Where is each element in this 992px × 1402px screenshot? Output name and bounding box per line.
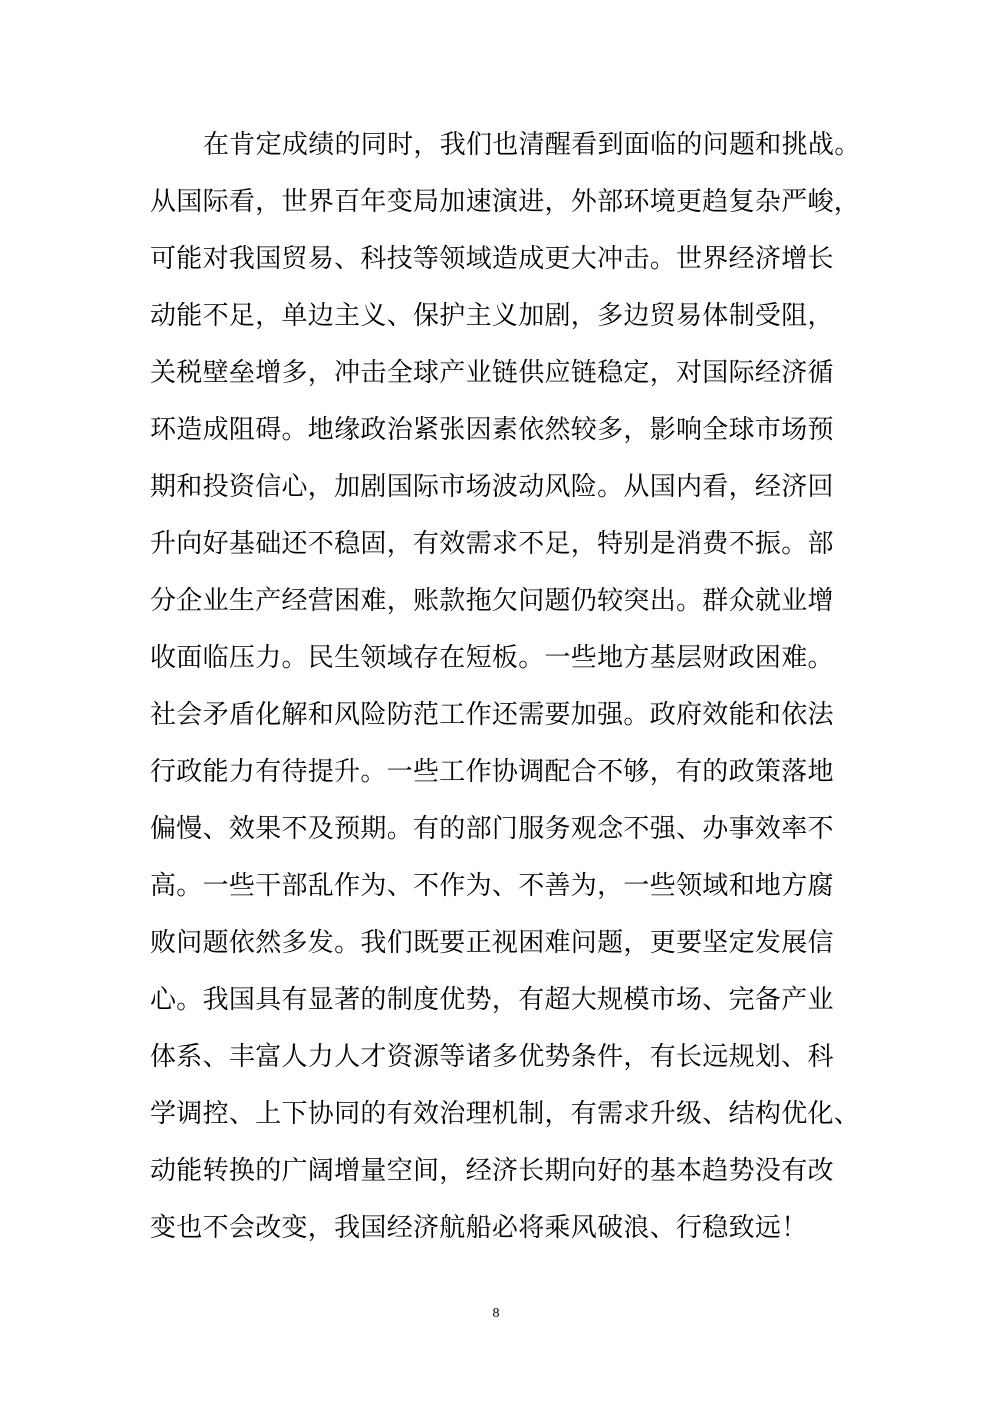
page-number: 8 [492, 1306, 500, 1321]
paragraph-line: 社会矛盾化解和风险防范工作还需要加强。政府效能和依法 [150, 700, 834, 730]
paragraph-line: 分企业生产经营困难，账款拖欠问题仍较突出。群众就业增 [150, 586, 834, 616]
paragraph-line: 体系、丰富人力人才资源等诸多优势条件，有长远规划、科 [150, 1042, 834, 1072]
paragraph-line: 从国际看，世界百年变局加速演进，外部环境更趋复杂严峻， [150, 187, 861, 217]
paragraph-line: 高。一些干部乱作为、不作为、不善为，一些领域和地方腐 [150, 871, 834, 901]
paragraph-line: 偏慢、效果不及预期。有的部门服务观念不强、办事效率不 [150, 814, 834, 844]
paragraph-line: 心。我国具有显著的制度优势，有超大规模市场、完备产业 [150, 985, 834, 1015]
paragraph-line: 变也不会改变，我国经济航船必将乘风破浪、行稳致远！ [150, 1213, 808, 1243]
paragraph-line: 在肯定成绩的同时，我们也清醒看到面临的问题和挑战。 [203, 130, 861, 160]
paragraph-line: 期和投资信心，加剧国际市场波动风险。从国内看，经济回 [150, 472, 834, 502]
paragraph-line: 败问题依然多发。我们既要正视困难问题，更要坚定发展信 [150, 928, 834, 958]
paragraph-line: 学调控、上下协同的有效治理机制，有需求升级、结构优化、 [150, 1099, 861, 1129]
paragraph-line: 动能不足，单边主义、保护主义加剧，多边贸易体制受阻， [150, 301, 834, 331]
paragraph-line: 动能转换的广阔增量空间，经济长期向好的基本趋势没有改 [150, 1156, 834, 1186]
paragraph-line: 升向好基础还不稳固，有效需求不足，特别是消费不振。部 [150, 529, 834, 559]
paragraph-line: 行政能力有待提升。一些工作协调配合不够，有的政策落地 [150, 757, 834, 787]
paragraph-line: 环造成阻碍。地缘政治紧张因素依然较多，影响全球市场预 [150, 415, 834, 445]
paragraph-line: 收面临压力。民生领域存在短板。一些地方基层财政困难。 [150, 643, 834, 673]
paragraph-line: 关税壁垒增多，冲击全球产业链供应链稳定，对国际经济循 [150, 358, 834, 388]
paragraph-line: 可能对我国贸易、科技等领域造成更大冲击。世界经济增长 [150, 244, 834, 274]
